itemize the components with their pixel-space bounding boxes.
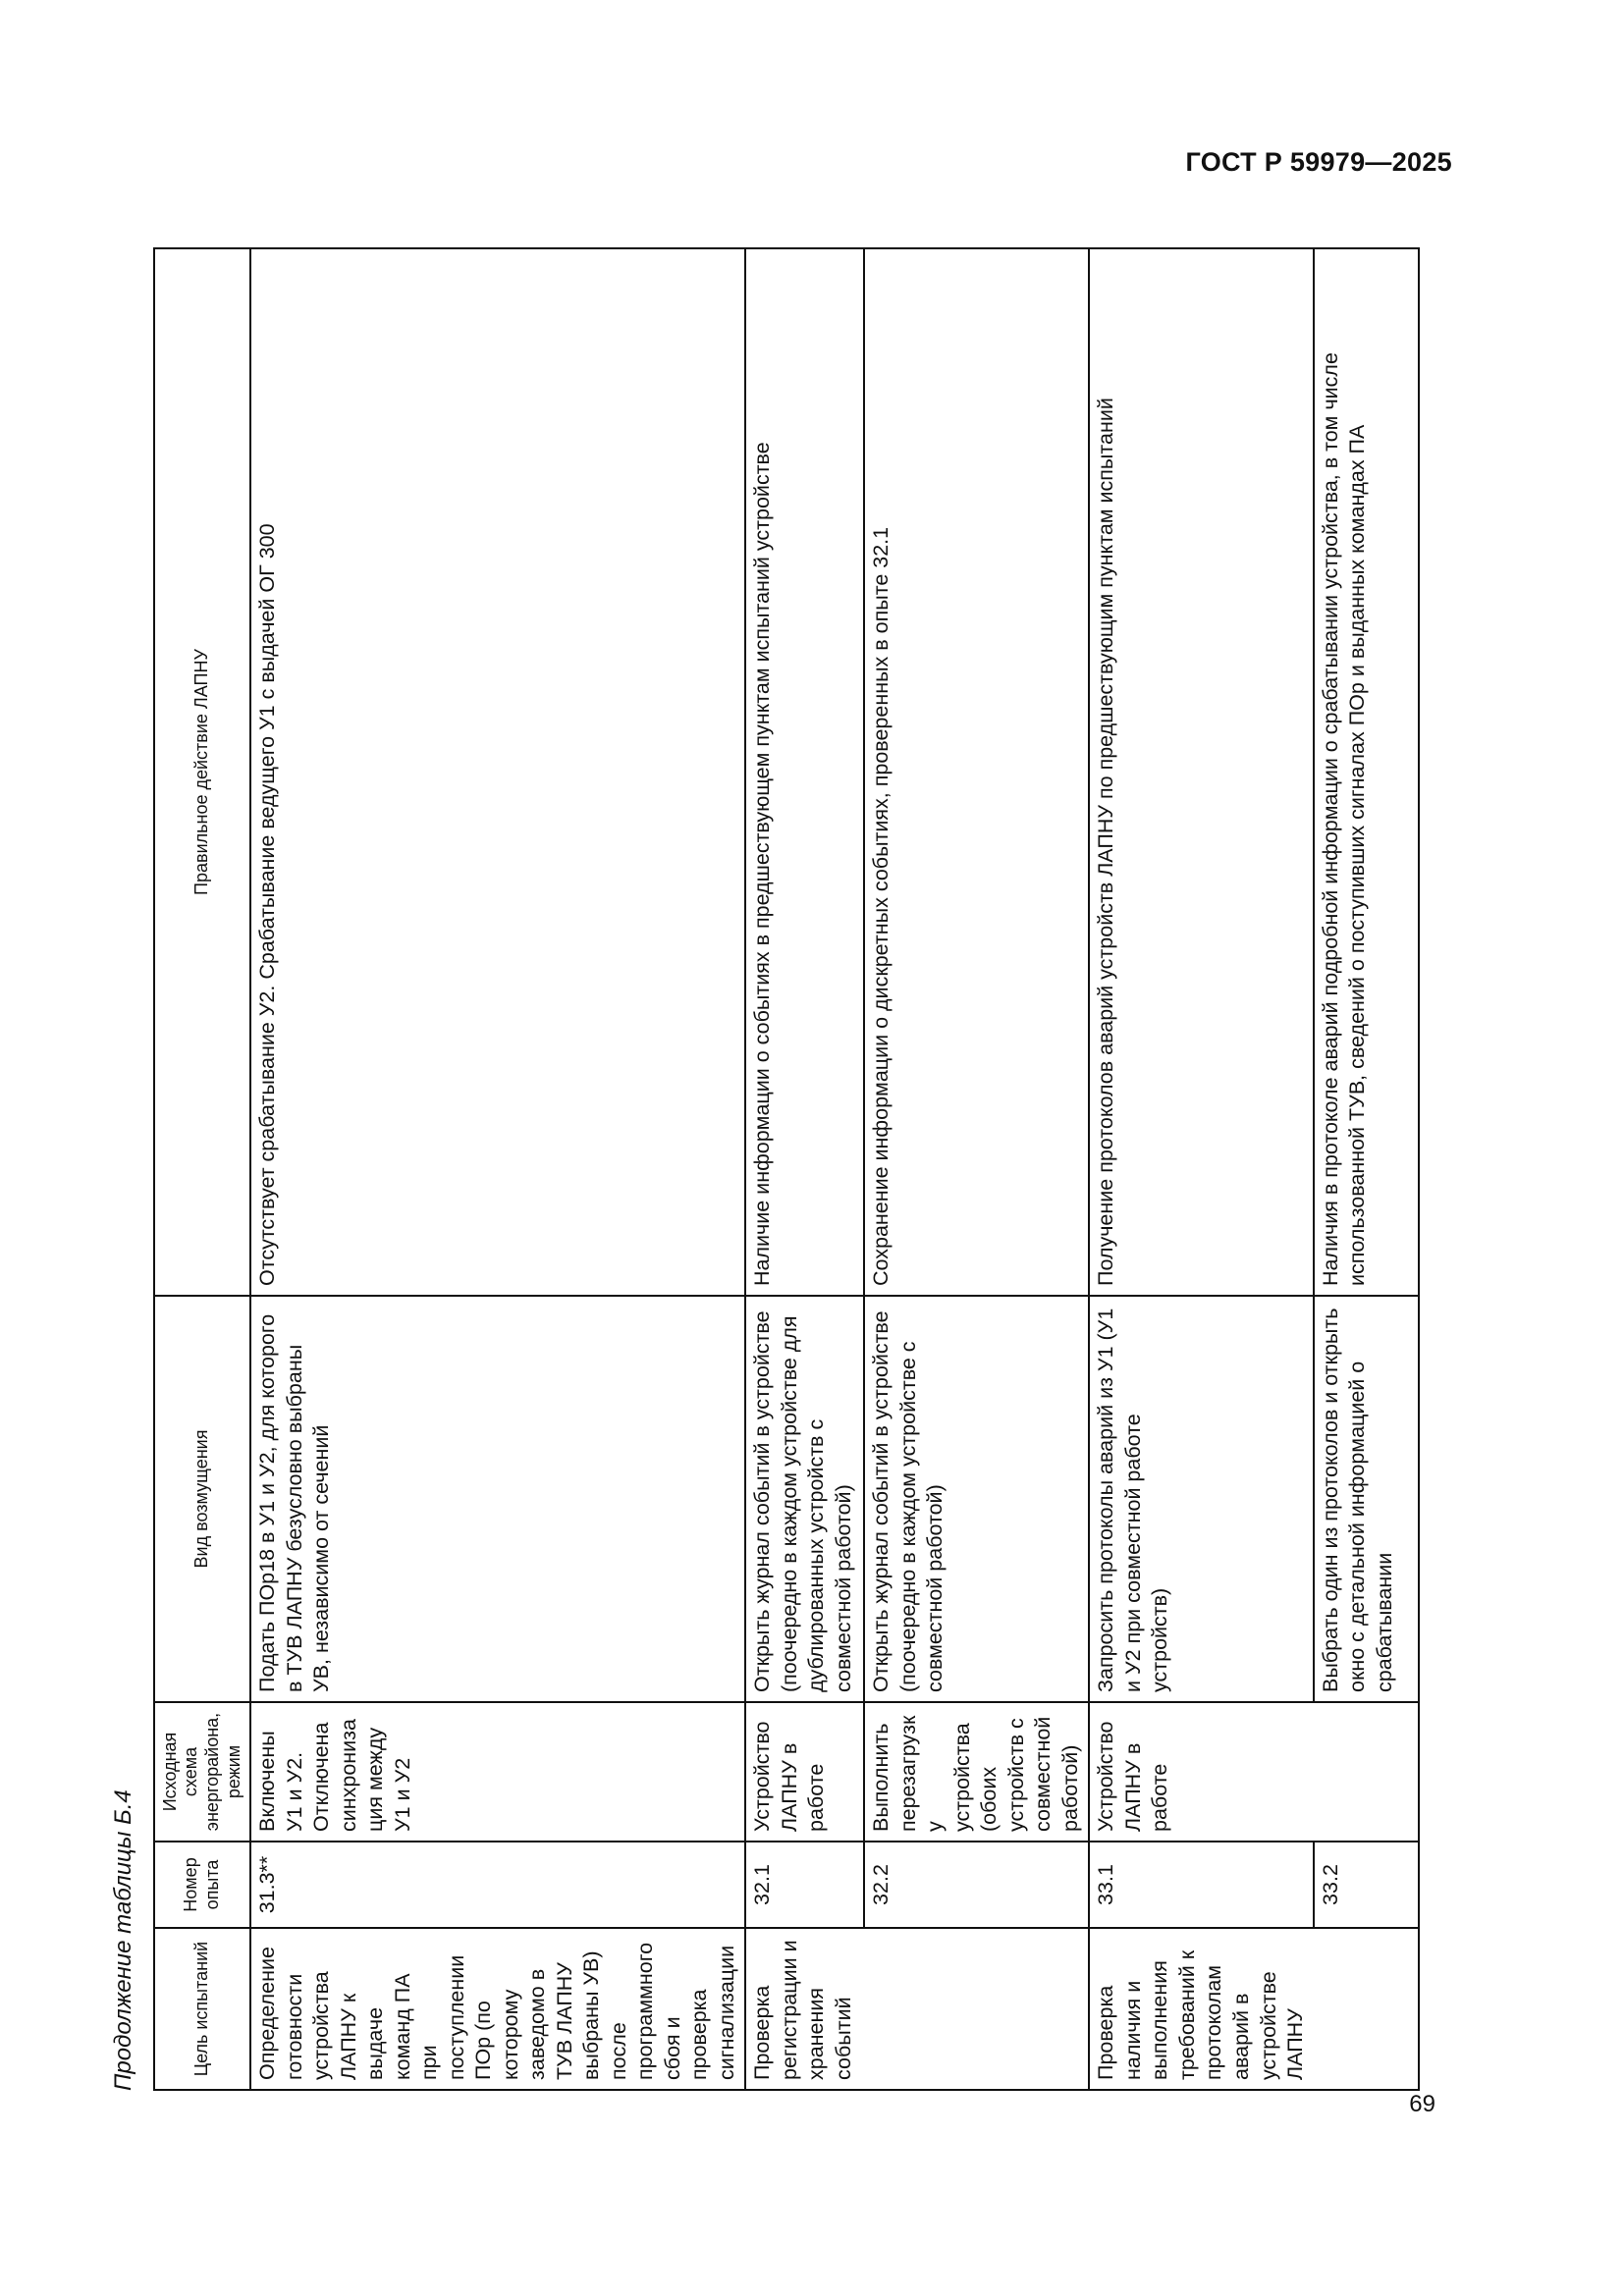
- cell-action: Получение протоколов аварий устройств ЛАПНУ по предшествующим пунктам испытаний: [1089, 248, 1313, 1296]
- cell-action: Наличие информации о событиях в предшествующем пунктам испытаний устройстве: [745, 248, 864, 1296]
- cell-number: 32.1: [745, 1842, 864, 1928]
- table-row: [745, 248, 864, 2090]
- cell-goal: Определение готовности устройства ЛАПНУ к выдаче команд ПА при поступлении ПОр (по которому заведомо в ТУВ ЛАПНУ выбраны УВ) после программного сбоя и проверка сигнализации: [250, 1928, 745, 2090]
- cell-number: 33.2: [1314, 1842, 1419, 1928]
- test-table: [153, 247, 1420, 2091]
- standard-designation: ГОСТ Р 59979—2025: [1185, 147, 1452, 177]
- cell-impact: Запросить протоколы аварий из У1 (У1 и У2 при совместной работе устройств): [1089, 1296, 1313, 1702]
- cell-impact: Выбрать один из протоколов и открыть окно с детальной информацией о срабатывании: [1314, 1296, 1419, 1702]
- cell-number: 33.1: [1089, 1842, 1313, 1928]
- cell-scheme: [1314, 1702, 1419, 1842]
- header-impact: Вид возмущения: [154, 1296, 250, 1702]
- cell-impact: Открыть журнал событий в устройстве (поочередно в каждом устройстве с совместной работой): [864, 1296, 1089, 1702]
- cell-impact: Открыть журнал событий в устройстве (поочередно в каждом устройстве для дублированных устройств с совместной работой): [745, 1296, 864, 1702]
- table-caption: Продолжение таблицы Б.4: [110, 1789, 136, 2091]
- cell-scheme: Устройство ЛАПНУ в работе: [1089, 1702, 1313, 1842]
- cell-action: Сохранение информации о дискретных событиях, проверенных в опыте 32.1: [864, 248, 1089, 1296]
- table-row: [250, 248, 745, 2090]
- cell-scheme: Включены У1 и У2. Отключена синхронизация между У1 и У2: [250, 1702, 745, 1842]
- cell-scheme: Устройство ЛАПНУ в работе: [745, 1702, 864, 1842]
- table-row: [1089, 248, 1313, 2090]
- cell-scheme: Выполнить перезагрузку устройства (обоих устройств с совместной работой): [864, 1702, 1089, 1842]
- cell-impact: Подать ПОр18 в У1 и У2, для которого в ТУВ ЛАПНУ безусловно выбраны УВ, независимо от сечений: [250, 1296, 745, 1702]
- header-scheme: Исходная схема энергорайона, режим: [154, 1702, 250, 1842]
- table-row: [1314, 248, 1419, 2090]
- cell-number: 32.2: [864, 1842, 1089, 1928]
- cell-action: Отсутствует срабатывание У2. Срабатывание ведущего У1 с выдачей ОГ 300: [250, 248, 745, 1296]
- header-number: Номер опыта: [154, 1842, 250, 1928]
- header-action: Правильное действие ЛАПНУ: [154, 248, 250, 1296]
- cell-action: Наличия в протоколе аварий подробной информации о срабатывании устройства, в том числе использованной ТУВ, сведений о поступивших сигналах ПОр и выданных командах ПА: [1314, 248, 1419, 1296]
- cell-number: 31.3**: [250, 1842, 745, 1928]
- cell-goal: Проверка наличия и выполнения требований к протоколам аварий в устройстве ЛАПНУ: [1089, 1928, 1313, 2090]
- table-row: [864, 248, 1089, 2090]
- page-number: 69: [1409, 2091, 1435, 2117]
- cell-goal: [1314, 1928, 1419, 2090]
- cell-goal: [864, 1928, 1089, 2090]
- table-header-row: [154, 248, 250, 2090]
- header-goal: Цель испытаний: [154, 1928, 250, 2090]
- rotated-table-region: [110, 245, 1396, 2091]
- cell-goal: Проверка регистрации и хранения событий: [745, 1928, 864, 2090]
